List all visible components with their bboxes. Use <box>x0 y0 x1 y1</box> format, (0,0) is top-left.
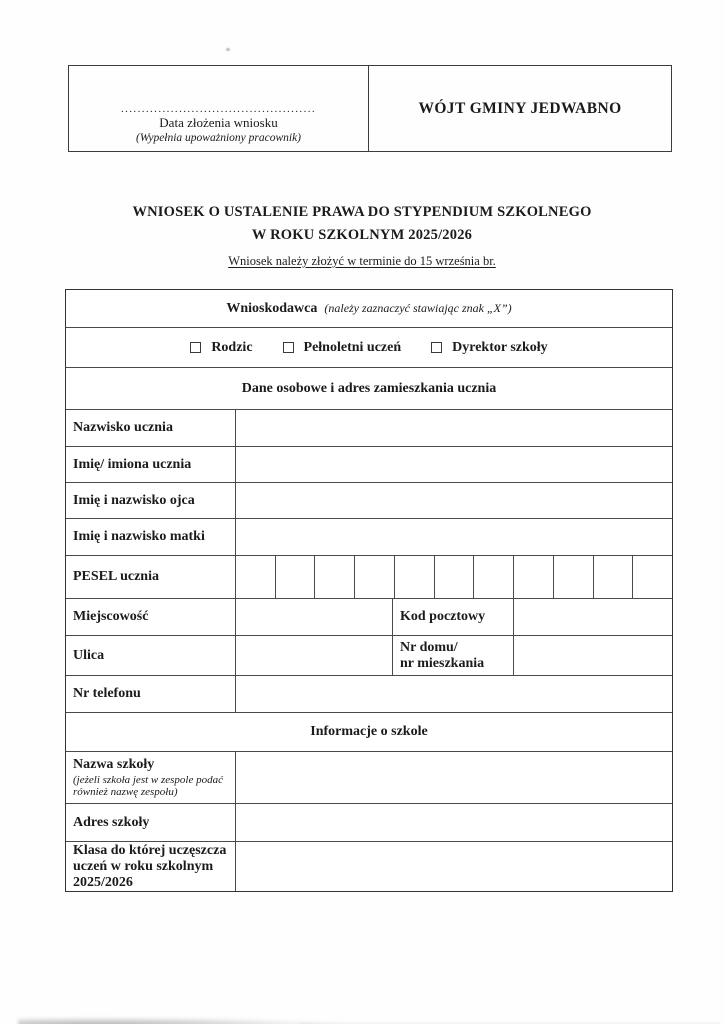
imie-nazwisko-matki-input[interactable] <box>236 519 672 555</box>
pesel-digit-box[interactable] <box>474 556 514 598</box>
imie-imiona-ucznia-input[interactable] <box>236 447 672 482</box>
pesel-boxes <box>236 556 672 598</box>
miejscowosc-input[interactable] <box>236 599 393 635</box>
imie-nazwisko-matki-label: Imię i nazwisko matki <box>66 519 236 555</box>
school-class-row <box>66 842 672 891</box>
nazwa-szkoly-label: Nazwa szkoły (jeżeli szkoła jest w zespole podać również nazwę zespołu) <box>66 752 236 803</box>
applicant-hint: (należy zaznaczyć stawiając znak „X”) <box>324 301 512 315</box>
school-name-row <box>66 752 672 804</box>
pelnoletni-uczen-checkbox[interactable] <box>283 342 294 353</box>
rodzic-checkbox[interactable] <box>190 342 201 353</box>
section-school-header: Informacje o szkole <box>310 724 428 739</box>
ulica-label: Ulica <box>66 636 236 675</box>
pesel-digit-box[interactable] <box>315 556 355 598</box>
adres-szkoly-label: Adres szkoły <box>66 804 236 841</box>
school-address-row <box>66 804 672 842</box>
dyrektor-szkoly-label: Dyrektor szkoły <box>452 339 548 355</box>
city-row <box>66 599 672 636</box>
names-row <box>66 447 672 483</box>
nazwa-szkoly-input[interactable] <box>236 752 672 803</box>
nr-telefonu-input[interactable] <box>236 676 672 712</box>
application-form-table <box>65 289 673 892</box>
title-line-2: W ROKU SZKOLNYM 2025/2026 <box>251 226 473 243</box>
mother-row <box>66 519 672 556</box>
nazwisko-ucznia-label: Nazwisko ucznia <box>66 410 236 446</box>
pesel-digit-box[interactable] <box>554 556 594 598</box>
scan-artifact <box>226 48 230 51</box>
imie-nazwisko-ojca-input[interactable] <box>236 483 672 518</box>
imie-imiona-ucznia-label: Imię/ imiona ucznia <box>66 447 236 482</box>
section-personal-header-row <box>66 368 672 410</box>
imie-nazwisko-ojca-label: Imię i nazwisko ojca <box>66 483 236 518</box>
pesel-digit-box[interactable] <box>236 556 276 598</box>
street-row <box>66 636 672 676</box>
option-dyrektor-szkoly <box>431 340 548 356</box>
applicant-header: Wnioskodawca <box>226 300 318 316</box>
rodzic-label: Rodzic <box>211 339 253 355</box>
applicant-options-row <box>66 328 672 368</box>
applicant-header-row <box>66 290 672 328</box>
ulica-input[interactable] <box>236 636 393 675</box>
dyrektor-szkoly-checkbox[interactable] <box>431 342 442 353</box>
kod-pocztowy-input[interactable] <box>514 599 672 635</box>
pelnoletni-uczen-label: Pełnoletni uczeń <box>303 339 402 355</box>
nazwa-szkoly-hint: (jeżeli szkoła jest w zespole podać również nazwę zespołu) <box>73 773 224 798</box>
pesel-ucznia-label: PESEL ucznia <box>66 556 236 598</box>
section-school-header-row <box>66 713 672 752</box>
pesel-digit-box[interactable] <box>514 556 554 598</box>
pesel-digit-box[interactable] <box>276 556 316 598</box>
pesel-digit-box[interactable] <box>395 556 435 598</box>
pesel-digit-box[interactable] <box>633 556 672 598</box>
kod-pocztowy-label: Kod pocztowy <box>393 599 514 635</box>
option-rodzic <box>190 340 252 356</box>
date-dotted-line: ............................................... <box>120 103 317 115</box>
pesel-digit-box[interactable] <box>594 556 634 598</box>
receipt-box <box>68 65 672 152</box>
option-pelnoletni-uczen <box>283 340 402 356</box>
date-caption: Data złożenia wniosku <box>159 115 278 130</box>
authority-cell <box>369 66 671 151</box>
miejscowosc-label: Miejscowość <box>66 599 236 635</box>
document-title <box>0 201 724 246</box>
submission-date-cell <box>69 66 369 151</box>
adres-szkoly-input[interactable] <box>236 804 672 841</box>
nr-domu-label: Nr domu/ nr mieszkania <box>393 636 514 675</box>
surname-row <box>66 410 672 447</box>
title-line-1: WNIOSEK O USTALENIE PRAWA DO STYPENDIUM SZKOLNEGO <box>132 204 592 220</box>
date-subcaption: (Wypełnia upoważniony pracownik) <box>135 132 302 144</box>
pesel-digit-box[interactable] <box>435 556 475 598</box>
nazwisko-ucznia-input[interactable] <box>236 410 672 446</box>
nr-telefonu-label: Nr telefonu <box>66 676 236 712</box>
klasa-label: Klasa do której uczęszcza uczeń w roku szkolnym 2025/2026 <box>66 842 236 891</box>
scan-artifact <box>18 1017 338 1024</box>
deadline-note: Wniosek należy złożyć w terminie do 15 września br. <box>228 254 496 268</box>
klasa-input[interactable] <box>236 842 672 891</box>
section-personal-header: Dane osobowe i adres zamieszkania ucznia <box>241 380 497 396</box>
father-row <box>66 483 672 519</box>
phone-row <box>66 676 672 713</box>
authority-name: WÓJT GMINY JEDWABNO <box>418 99 622 117</box>
pesel-row <box>66 556 672 599</box>
nr-domu-input[interactable] <box>514 636 672 675</box>
pesel-digit-box[interactable] <box>355 556 395 598</box>
